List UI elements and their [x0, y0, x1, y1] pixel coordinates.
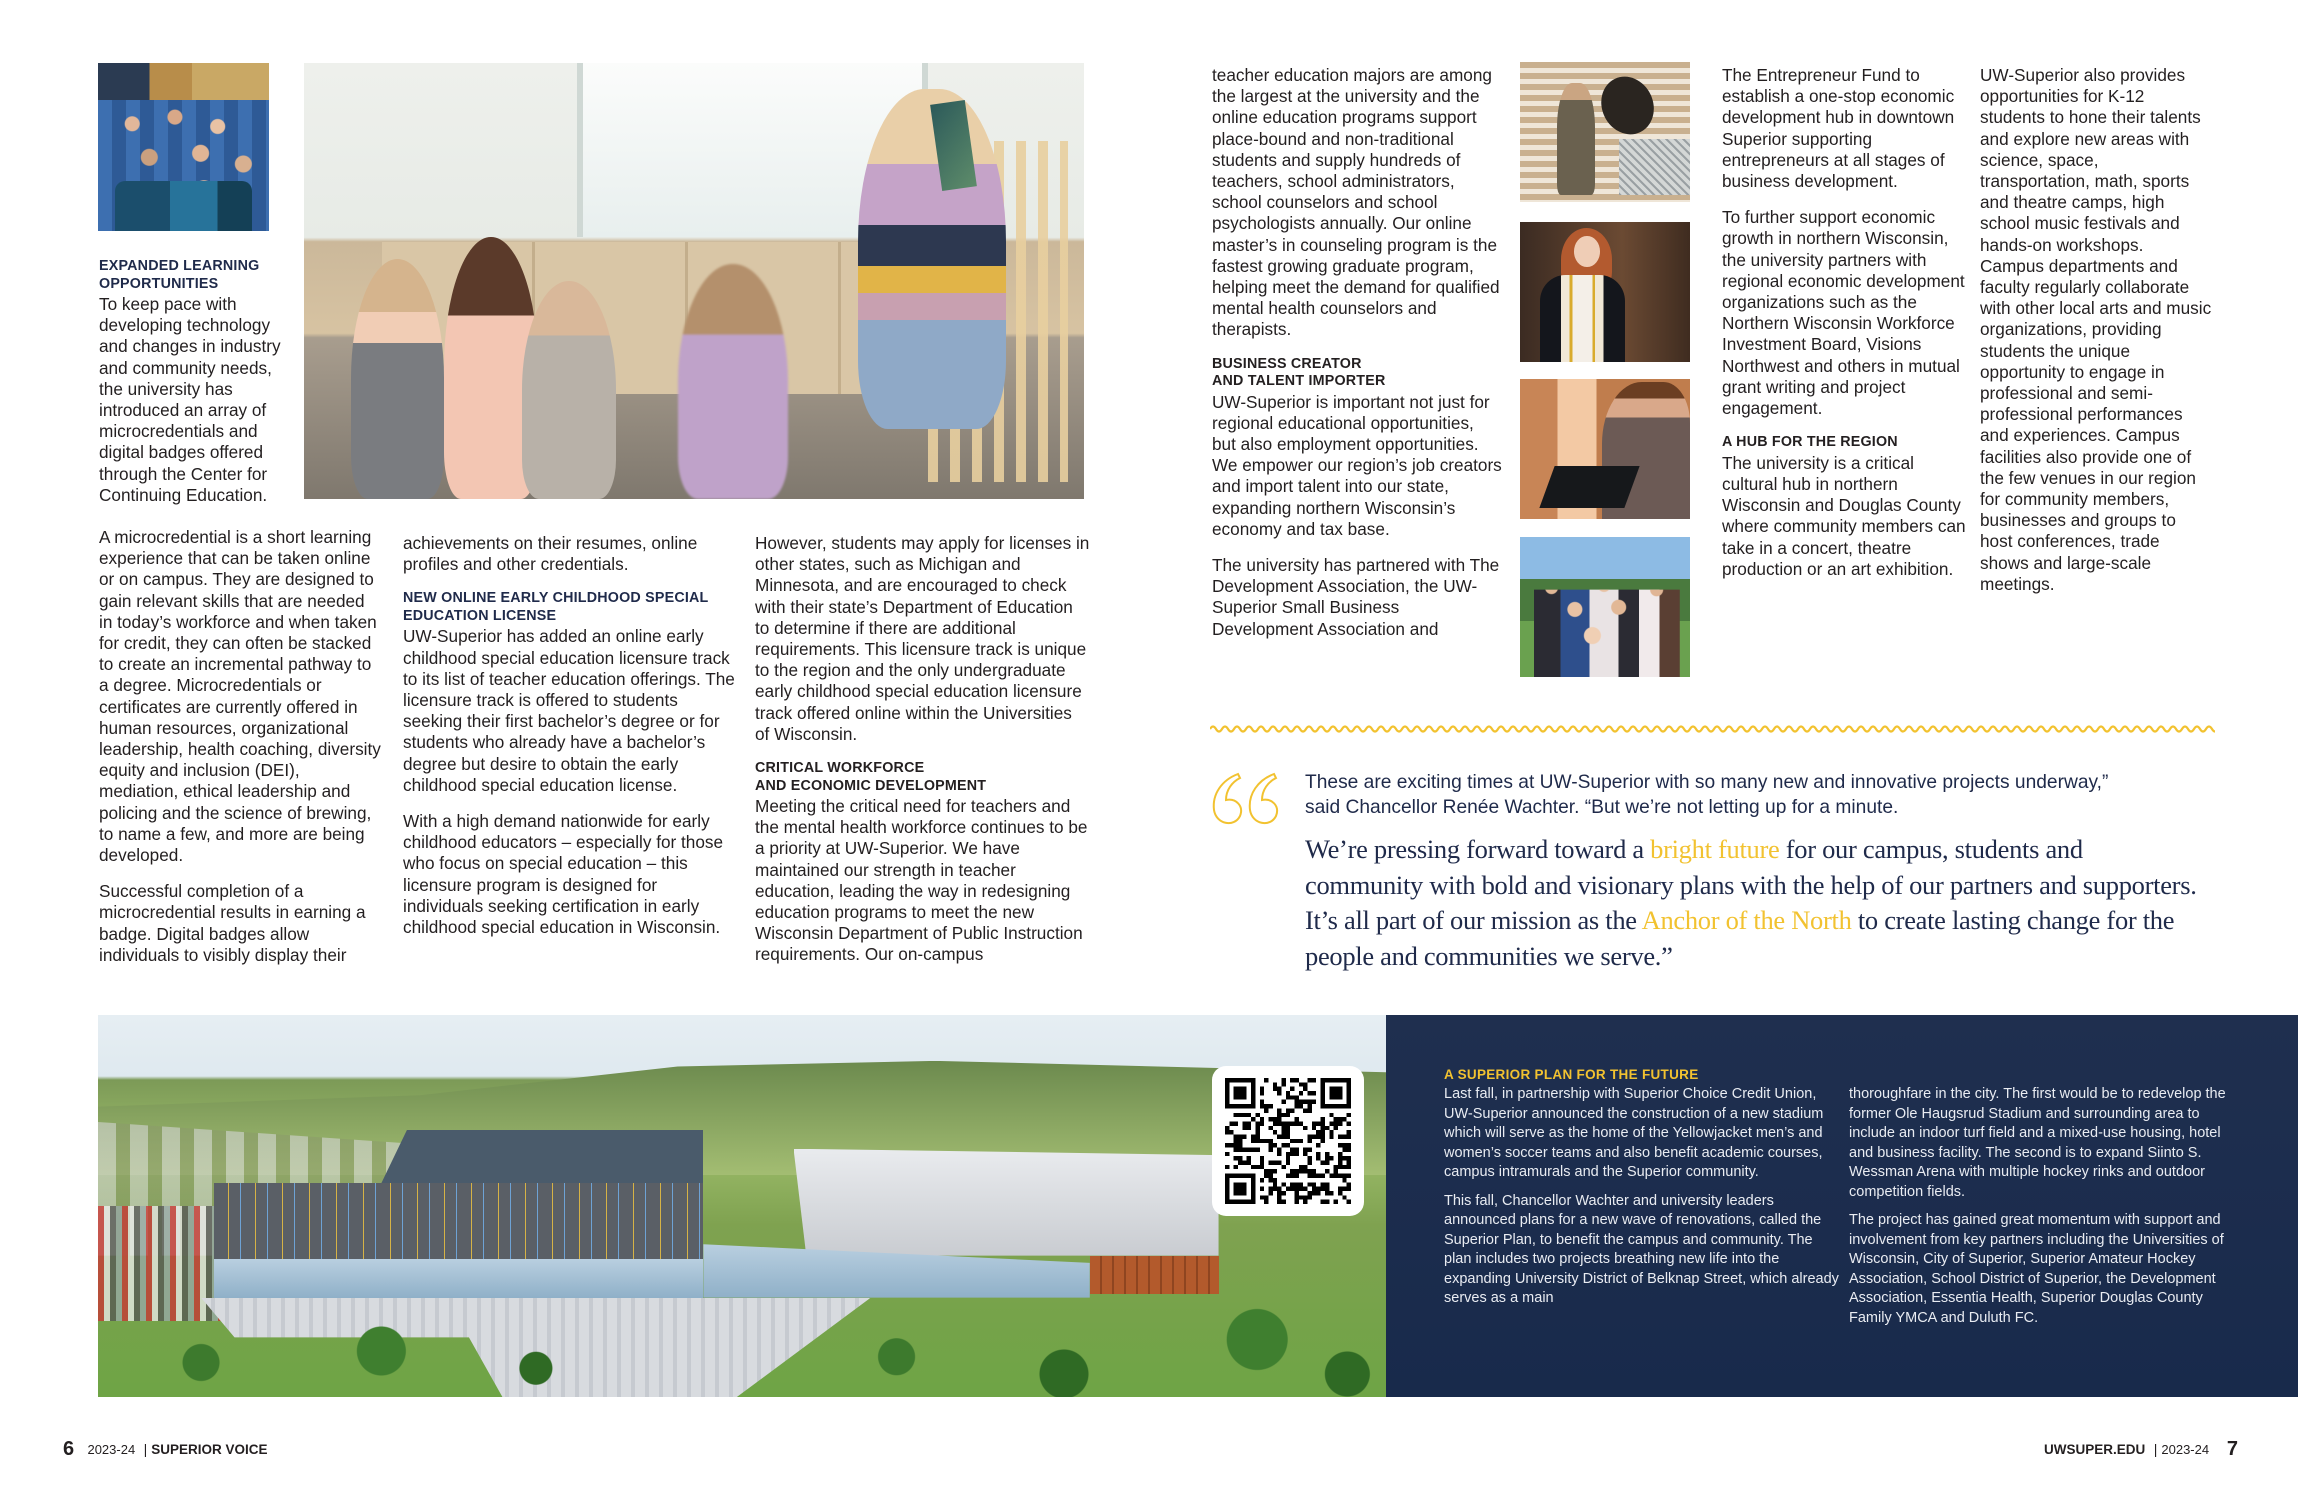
projects-paragraph: thoroughfare in the city. The first would be to redevelop the former Ole Haugsrud Stadium and surrounding area to include an indoor turf field and a mixed-use housing, hotel and business facility. The second is to expand Siinto S. Wessman Arena with multiple hockey rinks and outdoor competition fields.	[1849, 1086, 2226, 1200]
left-column-3	[755, 533, 1090, 981]
left-folio	[63, 1438, 268, 1461]
heading-line: OPPORTUNITIES	[99, 275, 219, 292]
heading-line: EXPANDED LEARNING	[99, 258, 260, 274]
achievements-paragraph: achievements on their resumes, online profiles and other credentials.	[403, 533, 698, 575]
demand-paragraph: With a high demand nationwide for early childhood educators – especially for those who focus on special education – this licensure program is designed for individuals seeking certification in early childhood special education in Wisconsin.	[403, 811, 724, 938]
k12-paragraph: UW-Superior also provides opportunities for K-12 students to hone their talents and explore new areas with science, space, transportation, math, sports and theatre camps, high school music festivals and hands-on workshops. Campus departments and faculty regularly collaborate with other local arts and music organizations, providing students the unique opportunity to engage in professional and semi-professional performances and experiences. Campus facilities also provide one of the few venues in our region for community members, businesses and groups to host conferences, trade shows and large-scale meetings.	[1980, 65, 2212, 594]
quote-mark-icon	[1208, 770, 1280, 830]
economic-growth-paragraph: To further support economic growth in northern Wisconsin, the university partners with regional economic development organizations such as the Northern Wisconsin Workforce Investment Board, Visions Northwest and others in mutual grant writing and project engagement.	[1722, 207, 1965, 419]
superior-plan-column-1	[1444, 1085, 1839, 1318]
hub-heading: A HUB FOR THE REGION	[1722, 434, 1898, 451]
teacher-majors-paragraph: teacher education majors are among the largest at the university and the online education programs support place-bound and non-traditional students and supply hundreds of teachers, school administrators, school counselors and school psychologists annually. Our online master’s in counseling program is the fastest growing graduate program, helping meet the demand for qualified mental health counselors and therapists.	[1212, 65, 1500, 340]
rendering-trees	[98, 1282, 1386, 1397]
photo-reader	[858, 89, 1006, 429]
right-column-1	[1212, 65, 1502, 655]
right-column-2	[1722, 65, 1967, 595]
heading-line: EDUCATION LICENSE	[403, 607, 557, 624]
superior-plan-column-2	[1849, 1085, 2244, 1337]
folio-year: 2023-24	[2161, 1442, 2210, 1457]
publication-name: SUPERIOR VOICE	[151, 1442, 268, 1457]
quote-text: to create lasting change for the people and communities we serve.”	[1305, 905, 2175, 971]
photo-laptop	[1540, 466, 1640, 508]
quote-highlight-bright-future: bright future	[1650, 834, 1780, 864]
k9-officer-photo	[1520, 62, 1690, 202]
left-column-2	[403, 533, 738, 953]
entrepreneur-fund-paragraph: The Entrepreneur Fund to establish a one-stop economic development hub in downtown Superior supporting entrepreneurs at all stages of business development.	[1722, 65, 1955, 192]
rendering-roof	[381, 1130, 703, 1183]
story-time-photo	[304, 63, 1084, 499]
photo-face	[1574, 236, 1600, 267]
photo-fence	[1619, 139, 1690, 195]
expanded-learning-heading	[99, 258, 299, 293]
heading-line: BUSINESS CREATOR	[1212, 355, 1362, 372]
qr-code[interactable]	[1212, 1066, 1364, 1216]
lecture-hall-photo	[98, 63, 269, 231]
license-paragraph: UW-Superior has added an online early childhood special education licensure track to its list of teacher education offerings. The licensure track is offered to students seeking their first bachelor’s degree or for students who already have a bachelor’s degree but desire to obtain the early childhood special education license.	[403, 626, 735, 795]
wavy-divider	[1210, 721, 2215, 737]
rendering-arena-building	[214, 1183, 703, 1259]
right-folio	[2044, 1438, 2238, 1461]
expanded-learning-sidebar	[99, 258, 299, 521]
partnership-paragraph: The university has partnered with The Development Association, the UW-Superior Small Business Development Association and	[1212, 555, 1500, 639]
site-url[interactable]: UWSUPER.EDU	[2044, 1442, 2146, 1457]
quote-highlight-anchor-of-the-north: Anchor of the North	[1641, 905, 1852, 935]
right-column-3	[1980, 65, 2212, 610]
employment-paragraph: UW-Superior is important not just for regional educational opportunities, but also employment opportunities. We empower our region’s job creators and import talent into our state, expanding northern Wisconsin’s economy and tax base.	[1212, 391, 1502, 539]
chancellor-quote-intro	[1305, 770, 2205, 820]
quote-text: We’re pressing forward toward a	[1305, 834, 1651, 864]
folio-year: 2023-24	[87, 1442, 136, 1457]
photo-child	[678, 264, 787, 499]
photo-dog	[1592, 68, 1663, 143]
heading-line: AND ECONOMIC DEVELOPMENT	[755, 777, 987, 794]
rendering-field-house	[794, 1149, 1219, 1256]
early-childhood-heading	[403, 590, 738, 625]
folio-separator: |	[2153, 1441, 2158, 1457]
photo-child	[351, 259, 445, 499]
photo-gown	[1540, 275, 1625, 362]
photo-wall	[98, 63, 269, 100]
photo-shirts	[115, 181, 252, 231]
other-states-paragraph: However, students may apply for licenses in other states, such as Michigan and Minnesota, and are encouraged to check with their state’s Department of Education to determine if there are additional requirements. This licensure track is unique to the region and the only undergraduate early childhood special education licensure track offered online within the Universities of Wisconsin.	[755, 533, 1090, 744]
heading-line: AND TALENT IMPORTER	[1212, 373, 1386, 390]
photo-officer	[1557, 83, 1594, 195]
photo-child	[522, 281, 616, 499]
cultural-hub-paragraph: The university is a critical cultural hub in northern Wisconsin and Douglas County where community members can take in a concert, theatre production or an art exhibition.	[1722, 452, 1966, 579]
superior-plan-heading: A SUPERIOR PLAN FOR THE FUTURE	[1444, 1067, 1699, 1082]
folio-separator: |	[143, 1441, 148, 1457]
teacher-need-paragraph: Meeting the critical need for teachers and the mental health workforce continues to be a priority at UW-Superior. We have maintained our strength in teacher education, leading the way in redesigning education programs to meet the new Wisconsin Department of Public Instruction requirements. Our on-campus	[755, 796, 1088, 965]
group-photo	[1520, 537, 1690, 677]
qr-code-icon	[1224, 1078, 1352, 1204]
heading-line: NEW ONLINE EARLY CHILDHOOD SPECIAL	[403, 590, 709, 607]
page-number-right: 7	[2226, 1438, 2238, 1460]
stadium-paragraph: Last fall, in partnership with Superior Choice Credit Union, UW-Superior announced the construction of a new stadium which will serve as the home of the Yellowjacket men’s and women’s soccer teams and also benefit academic courses, campus intramurals and the Superior community.	[1444, 1086, 1824, 1180]
graduate-photo	[1520, 222, 1690, 362]
chancellor-quote-main	[1305, 832, 2205, 974]
badge-paragraph: Successful completion of a microcredential results in earning a badge. Digital badges allow individuals to visibly display their	[99, 881, 366, 965]
renovations-paragraph: This fall, Chancellor Wachter and university leaders announced plans for a new wave of renovations, called the Superior Plan, to benefit the campus and community. The plan includes two projects breathing new life into the expanding University District of Belknap Street, which already serves as a main	[1444, 1192, 1839, 1306]
partners-paragraph: The project has gained great momentum with support and involvement from key partners including the Universities of Wisconsin, City of Superior, Superior Amateur Hockey Association, School District of Superior, the Development Association, Essentia Health, Superior Douglas County Family YMCA and Duluth FC.	[1849, 1212, 2224, 1326]
laptop-photo	[1520, 379, 1690, 519]
expanded-learning-intro: To keep pace with developing technology and changes in industry and community needs, the university has introduced an array of microcredentials and digital badges offered through the Center for Continuing Education.	[99, 294, 281, 505]
left-column-1	[99, 527, 382, 981]
quote-text: for our campus, students and community with bold and visionary plans with the help of our partners and supporters. It’s all part of our mission as the	[1305, 834, 2197, 935]
stadium-rendering	[98, 1015, 1386, 1397]
business-creator-heading	[1212, 356, 1502, 391]
quote-line: said Chancellor Renée Wachter. “But we’re not letting up for a minute.	[1305, 797, 1899, 818]
quote-line: These are exciting times at UW-Superior with so many new and innovative projects underway,”	[1305, 772, 2109, 793]
heading-line: CRITICAL WORKFORCE	[755, 760, 925, 777]
critical-workforce-heading	[755, 760, 1090, 795]
microcredential-paragraph: A microcredential is a short learning experience that can be taken online or on campus. They are designed to gain relevant skills that are needed in today’s workforce and when taken for credit, they can often be stacked to create an incremental pathway to a degree. Microcredentials or certificates are currently offered in human resources, organizational leadership, health coaching, diversity equity and inclusion (DEI), mediation, ethical leadership and policing and the science of brewing, to name a few, and more are being developed.	[99, 527, 381, 866]
page-number-left: 6	[63, 1438, 75, 1460]
photo-group	[1534, 568, 1680, 677]
